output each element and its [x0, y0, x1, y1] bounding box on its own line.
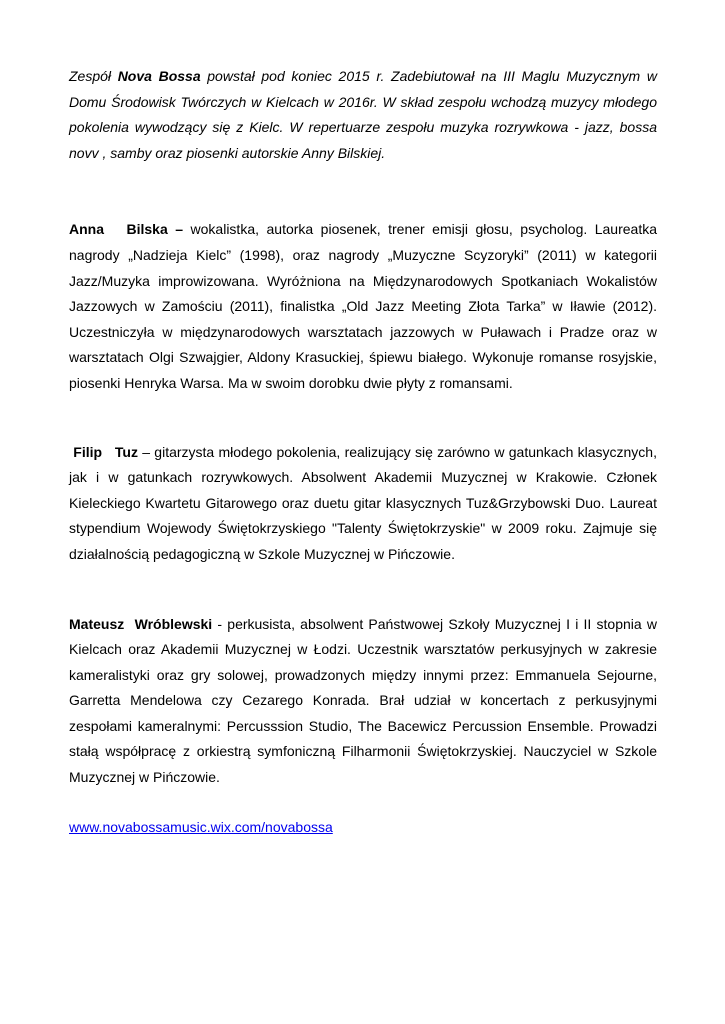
bio-paragraph-anna-bilska	[69, 217, 657, 396]
bio-text-anna-bilska: wokalistka, autorka piosenek, trener emisji głosu, psycholog. Laureatka nagrody „Nadzieja Kielc” (1998), oraz nagrody „Muzyczne Scyzoryki” (2011) w kategorii Jazz/Muzyka improwizowana. Wyróżniona na Międzynarodowych Spotkaniach Wokalistów Jazzowych w Zamościu (2011), finalistka „Old Jazz Meeting Złota Tarka” w Iławie (2012). Uczestniczyła w międzynarodowych warsztatach jazzowych w Puławach i Pradze oraz w warsztatach Olgi Szwajgier, Aldony Krasuckiej, śpiewu białego. Wykonuje romanse rosyjskie, piosenki Henryka Warsa. Ma w swoim dorobku dwie płyty z romansami.	[69, 221, 658, 391]
intro-paragraph	[69, 64, 657, 166]
band-name: Nova Bossa	[117, 68, 201, 84]
bio-name-anna-bilska: Anna Bilska –	[69, 221, 184, 238]
website-paragraph	[69, 815, 657, 841]
intro-pre: Zespół	[69, 68, 118, 84]
intro-rest: powstał pod koniec 2015 r. Zadebiutował na III Maglu Muzycznym w Domu Środowisk Twórczych w Kielcach w 2016r. W skład zespołu wchodzą muzycy młodego pokolenia wywodzący się z Kielc. W repertuarze zespołu muzyka rozrywkowa - jazz, bossa novv , samby oraz piosenki autorskie Anny Bilskiej.	[69, 68, 657, 161]
bio-name-filip-tuz: Filip Tuz	[69, 443, 138, 460]
bio-name-mateusz-wroblewski: Mateusz Wróblewski	[69, 615, 213, 632]
spacer	[69, 568, 657, 612]
bio-text-mateusz-wroblewski: - perkusista, absolwent Państwowej Szkoły Muzycznej I i II stopnia w Kielcach oraz Akademii Muzycznej w Łodzi. Uczestnik warsztatów perkusyjnych w zakresie kameralistyki oraz gry solowej, prowadzonych między innymi przez: Emmanuela Sejourne, Garretta Mendelowa czy Cezarego Konrada. Brał udział w koncertach z perkusyjnymi zespołami kameralnymi: Percusssion Studio, The Bacewicz Percussion Ensemble. Prowadzi stałą współpracę z orkiestrą symfoniczną Filharmonii Świętokrzyskiej. Nauczyciel w Szkole Muzycznej w Pińczowie.	[69, 615, 657, 786]
website-link[interactable]: www.novabossamusic.wix.com/novabossa	[69, 818, 333, 835]
spacer	[69, 166, 657, 217]
document-page	[69, 64, 657, 840]
bio-paragraph-filip-tuz	[69, 440, 657, 568]
bio-paragraph-mateusz-wroblewski	[69, 612, 657, 791]
spacer	[69, 397, 657, 440]
spacer	[69, 791, 657, 815]
bio-text-filip-tuz: – gitarzysta młodego pokolenia, realizujący się zarówno w gatunkach klasycznych, jak i w gatunkach rozrywkowych. Absolwent Akademii Muzycznej w Krakowie. Członek Kieleckiego Kwartetu Gitarowego oraz duetu gitar klasycznych Tuz&Grzybowski Duo. Laureat stypendium Wojewody Świętokrzyskiego "Talenty Świętokrzyskie" w 2009 roku. Zajmuje się działalnością pedagogiczną w Szkole Muzycznej w Pińczowie.	[69, 443, 657, 562]
